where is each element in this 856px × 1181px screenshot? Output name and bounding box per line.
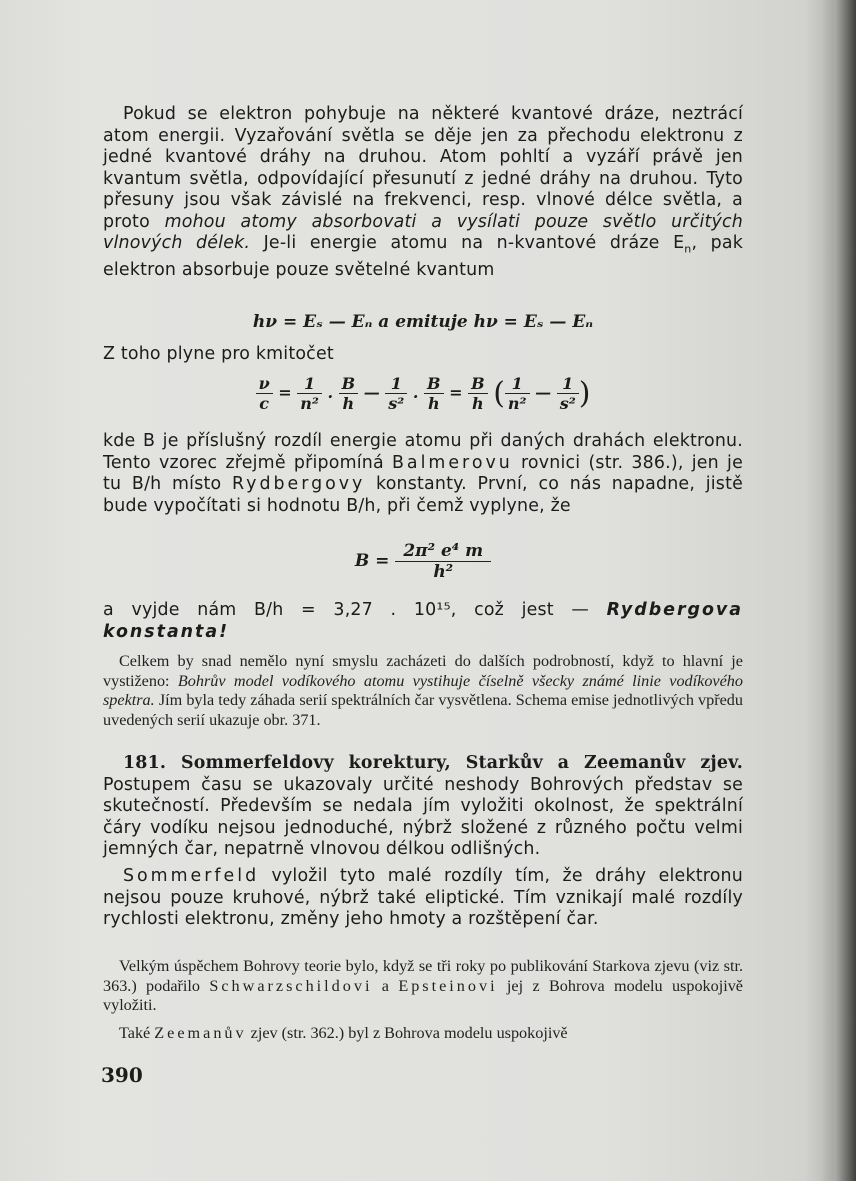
paragraph-result xyxy=(103,600,743,643)
small-note-1 xyxy=(103,652,743,730)
spaced-name: Sommerfeld xyxy=(123,866,260,886)
fraction: $\frac{B}{h}$ xyxy=(424,374,444,413)
note-text: Jím byla tedy záhada serií spektrálních čar vysvětlena. Schema emise jednotlivých vpředu uvedených serií ukazuje obr. 371. xyxy=(103,691,743,729)
note-text: a xyxy=(372,976,399,995)
book-spine-shadow xyxy=(822,0,856,1181)
equation-frequency: $\frac{\nu}{c}$ = $\frac{1}{\text{n²}}$ . $\frac{B}{h}$ — $\frac{1}{\text{s²}}$ . $\frac{B}{h}$ = $\frac{B}{h}$ ( $\frac{1}{\text{n²}}$ — $\frac{1}{\text{s²}}$ ) xyxy=(103,374,743,413)
fraction: $\frac{\nu}{c}$ xyxy=(256,374,273,413)
paragraph-text: kde B je příslušný rozdíl energie atomu při daných drahách elektronu. Tento vzorec zřejmě připomíná xyxy=(103,431,743,473)
fraction: $\frac{1}{\text{s²}}$ xyxy=(557,374,579,413)
fraction: $\frac{B}{h}$ xyxy=(468,374,488,413)
section-heading: 181. Sommerfeldovy korektury, Starkův a Zeemanův zjev. xyxy=(123,753,743,773)
paragraph-text: , pak elektron absorbuje pouze světelné kvantum xyxy=(103,233,744,280)
small-note-3 xyxy=(103,1024,743,1044)
fraction: $\frac{B}{h}$ xyxy=(339,374,359,413)
paragraph-text: Pokud se elektron pohybuje na některé kvantové dráze, neztrácí atom energii. Vyzařování světla se děje jen za přechodu elektronu z jedné kvantové dráhy na druhou. Atom pohltí a vyzáří právě jen kvantum světla, odpovídající přesunutí z jedné dráhy na druhou. Tyto přesuny jsou však závislé na frekvenci, resp. vlnové délce světla, a proto xyxy=(103,104,743,232)
section-181 xyxy=(103,753,743,861)
spaced-name: Rydbergovy xyxy=(232,474,366,494)
paragraph-sommerfeld xyxy=(103,866,743,931)
italic-emphasis: mohou atomy absorbovati a vysílati pouze světlo určitých vlnových délek. xyxy=(103,211,743,253)
small-note-2 xyxy=(103,957,743,1016)
spaced-name: Schwarzschildovi xyxy=(209,976,373,995)
fraction: $\frac{1}{\text{s²}}$ xyxy=(385,374,407,413)
note-text: zjev (str. 362.) byl z Bohrova modelu uspokojivě xyxy=(246,1024,568,1042)
note-text: Také xyxy=(119,1024,155,1042)
fraction: $\frac{1}{\text{n²}}$ xyxy=(505,374,530,413)
equation-b xyxy=(103,541,743,582)
page-number: 390 xyxy=(101,1063,143,1087)
paragraph-text: a vyjde nám B/h = 3,27 . 10¹⁵, což jest — xyxy=(103,600,607,620)
paragraph-intro xyxy=(103,104,743,281)
italic-emphasis: Rydbergova konstanta! xyxy=(103,600,743,642)
subscript: n xyxy=(684,242,692,256)
paragraph-text: Je-li energie atomu na n-kvantové dráze E xyxy=(250,233,685,253)
equation-energy: hν = Eₛ — Eₙ a emituje hν = Eₛ — Eₙ xyxy=(252,312,594,332)
equation-lhs: B = xyxy=(354,551,390,571)
spaced-name: Zeemanův xyxy=(154,1024,247,1042)
fraction: $\frac{\text{2π² e⁴ m}}{\text{h²}}$ xyxy=(395,541,491,582)
paragraph-text: konstanty. První, co nás napadne, jistě bude vypočítati si hodnotu B/h, při čemž vyplyne, že xyxy=(103,474,743,516)
note-text: jej z Bohrova modelu uspokojivě vyložiti. xyxy=(103,976,743,1014)
intro-frequency: Z toho plyne pro kmitočet xyxy=(103,344,334,364)
italic-emphasis: Bohrův model vodíkového atomu vystihuje číselně všecky známé linie vodíkového spektra. xyxy=(103,671,743,709)
note-text: Velkým úspěchem Bohrovy teorie bylo, když se tři roky po publikování Starkova zjevu (viz str. 363.) podařilo xyxy=(103,957,743,995)
fraction: $\frac{1}{\text{n²}}$ xyxy=(297,374,322,413)
paragraph-text: rovnici (str. 386.), jen je tu B/h místo xyxy=(103,452,743,494)
note-text: Celkem by snad nemělo nyní smyslu zacházeti do dalších podrobností, když to hlavní je vystiženo: xyxy=(103,652,743,690)
paragraph-explanation xyxy=(103,431,743,517)
spaced-name: Epsteinovi xyxy=(398,976,498,995)
paragraph-text: Postupem času se ukazovaly určité neshody Bohrových představ se skutečností. Především se nedala jím vyložiti okolnost, že spektrální čáry vodíku nejsou jednoduché, nýbrž složené z různého počtu velmi jemných čar, nepatrně vlnovou délkou odlišných. xyxy=(103,774,743,859)
spaced-name: Balmerovu xyxy=(392,452,513,473)
paragraph-text: vyložil tyto malé rozdíly tím, že dráhy elektronu nejsou pouze kruhové, nýbrž také eliptické. Tím vznikají malé rozdíly rychlosti elektronu, změny jeho hmoty a rozštěpení čar. xyxy=(103,866,743,929)
